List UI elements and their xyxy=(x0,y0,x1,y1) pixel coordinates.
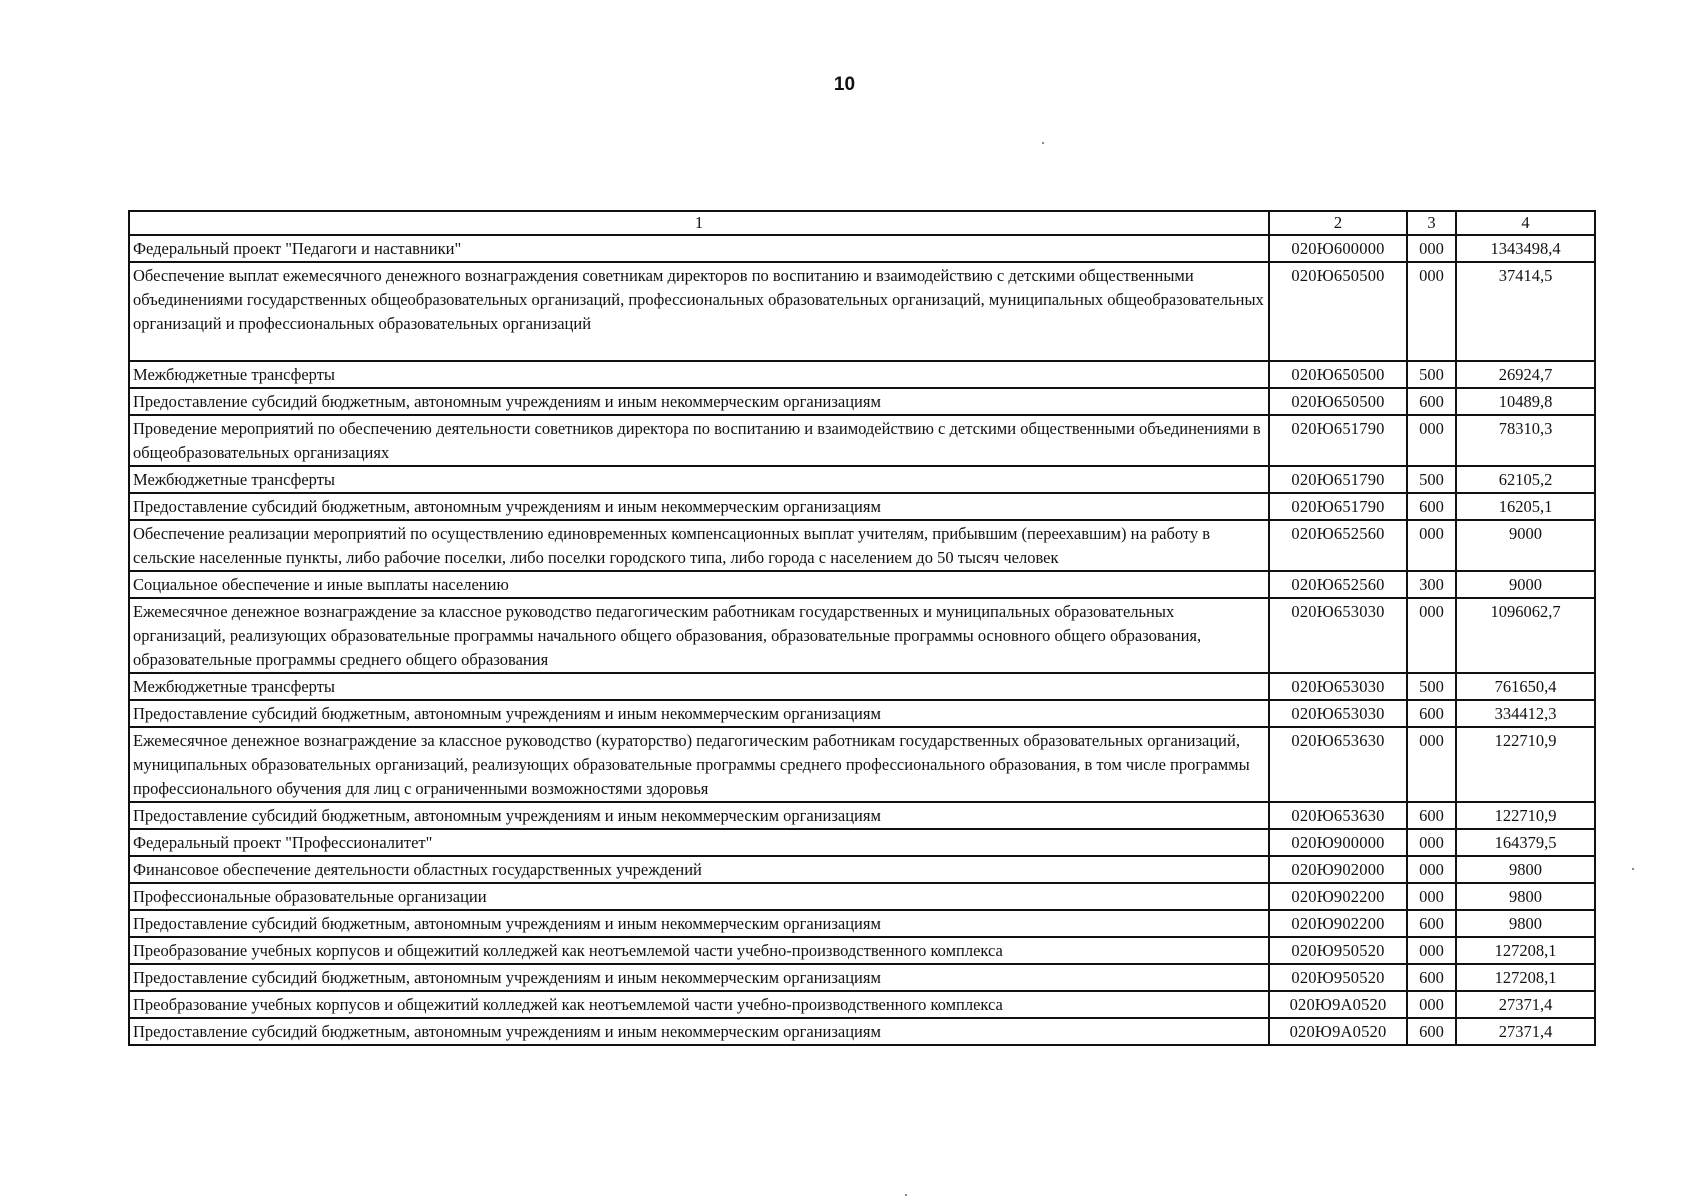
row-code: 020Ю652560 xyxy=(1269,520,1407,571)
row-type: 300 xyxy=(1407,571,1456,598)
row-sum: 1096062,7 xyxy=(1456,598,1595,673)
row-sum: 16205,1 xyxy=(1456,493,1595,520)
row-type: 000 xyxy=(1407,598,1456,673)
table-row xyxy=(129,700,1595,727)
row-name: Проведение мероприятий по обеспечению деятельности советников директора по воспитанию и взаимодействию с детскими общественными объединениями в общеобразовательных организациях xyxy=(129,415,1269,466)
budget-table xyxy=(128,210,1596,1046)
row-type: 000 xyxy=(1407,727,1456,802)
table-row xyxy=(129,262,1595,361)
row-code: 020Ю651790 xyxy=(1269,415,1407,466)
row-type: 600 xyxy=(1407,910,1456,937)
row-type: 000 xyxy=(1407,520,1456,571)
row-name: Ежемесячное денежное вознаграждение за классное руководство (кураторство) педагогическим работникам государственных образовательных организаций, муниципальных образовательных организаций, реализующих образовательные программы среднего профессионального образования, в том числе программы профессионального обучения для лиц с ограниченными возможностями здоровья xyxy=(129,727,1269,802)
table-row xyxy=(129,991,1595,1018)
row-name: Обеспечение реализации мероприятий по осуществлению единовременных компенсационных выплат учителям, прибывшим (переехавшим) на работу в сельские населенные пункты, либо рабочие поселки, либо поселки городского типа, либо города с населением до 50 тысяч человек xyxy=(129,520,1269,571)
table-row xyxy=(129,727,1595,802)
row-sum: 122710,9 xyxy=(1456,727,1595,802)
table-row xyxy=(129,466,1595,493)
row-sum: 9800 xyxy=(1456,883,1595,910)
row-sum: 164379,5 xyxy=(1456,829,1595,856)
row-code: 020Ю651790 xyxy=(1269,493,1407,520)
row-name: Предоставление субсидий бюджетным, автономным учреждениям и иным некоммерческим организациям xyxy=(129,910,1269,937)
row-code: 020Ю600000 xyxy=(1269,235,1407,262)
row-sum: 27371,4 xyxy=(1456,991,1595,1018)
row-name: Предоставление субсидий бюджетным, автономным учреждениям и иным некоммерческим организациям xyxy=(129,1018,1269,1045)
row-code: 020Ю650500 xyxy=(1269,388,1407,415)
row-name: Обеспечение выплат ежемесячного денежного вознаграждения советникам директоров по воспитанию и взаимодействию с детскими общественными объединениями государственных общеобразовательных организаций, профессиональных образовательных организаций, муниципальных общеобразовательных организаций и профессиональных образовательных организаций xyxy=(129,262,1269,361)
table-row xyxy=(129,673,1595,700)
row-name: Предоставление субсидий бюджетным, автономным учреждениям и иным некоммерческим организациям xyxy=(129,802,1269,829)
row-name: Ежемесячное денежное вознаграждение за классное руководство педагогическим работникам государственных и муниципальных образовательных организаций, реализующих образовательные программы начального общего образования, образовательные программы основного общего образования, образовательные программы среднего общего образования xyxy=(129,598,1269,673)
row-name: Межбюджетные трансферты xyxy=(129,673,1269,700)
row-code: 020Ю653630 xyxy=(1269,802,1407,829)
row-sum: 37414,5 xyxy=(1456,262,1595,361)
scan-speck xyxy=(1042,142,1044,144)
table-row xyxy=(129,937,1595,964)
row-type: 600 xyxy=(1407,388,1456,415)
row-type: 500 xyxy=(1407,466,1456,493)
row-code: 020Ю650500 xyxy=(1269,361,1407,388)
row-type: 500 xyxy=(1407,361,1456,388)
column-header-sum: 4 xyxy=(1456,211,1595,235)
row-sum: 334412,3 xyxy=(1456,700,1595,727)
table-row xyxy=(129,910,1595,937)
row-sum: 62105,2 xyxy=(1456,466,1595,493)
row-type: 000 xyxy=(1407,883,1456,910)
row-name: Предоставление субсидий бюджетным, автономным учреждениям и иным некоммерческим организациям xyxy=(129,964,1269,991)
page-number: 10 xyxy=(833,74,856,95)
column-header-type: 3 xyxy=(1407,211,1456,235)
table-row xyxy=(129,571,1595,598)
table-row xyxy=(129,883,1595,910)
row-code: 020Ю653030 xyxy=(1269,700,1407,727)
row-name: Межбюджетные трансферты xyxy=(129,361,1269,388)
row-sum: 122710,9 xyxy=(1456,802,1595,829)
row-code: 020Ю653030 xyxy=(1269,598,1407,673)
table-row xyxy=(129,1018,1595,1045)
row-name: Профессиональные образовательные организации xyxy=(129,883,1269,910)
row-name: Преобразование учебных корпусов и общежитий колледжей как неотъемлемой части учебно-производственного комплекса xyxy=(129,991,1269,1018)
row-type: 600 xyxy=(1407,493,1456,520)
row-sum: 27371,4 xyxy=(1456,1018,1595,1045)
table-row xyxy=(129,856,1595,883)
row-sum: 127208,1 xyxy=(1456,937,1595,964)
row-name: Федеральный проект "Профессионалитет" xyxy=(129,829,1269,856)
row-sum: 1343498,4 xyxy=(1456,235,1595,262)
row-code: 020Ю950520 xyxy=(1269,964,1407,991)
row-name: Федеральный проект "Педагоги и наставники" xyxy=(129,235,1269,262)
row-name: Межбюджетные трансферты xyxy=(129,466,1269,493)
table-row xyxy=(129,388,1595,415)
table-row xyxy=(129,598,1595,673)
row-type: 000 xyxy=(1407,829,1456,856)
row-code: 020Ю651790 xyxy=(1269,466,1407,493)
column-header-code: 2 xyxy=(1269,211,1407,235)
row-type: 000 xyxy=(1407,415,1456,466)
row-code: 020Ю652560 xyxy=(1269,571,1407,598)
row-code: 020Ю9А0520 xyxy=(1269,991,1407,1018)
scan-speck xyxy=(1632,868,1634,870)
row-sum: 78310,3 xyxy=(1456,415,1595,466)
row-sum: 9000 xyxy=(1456,520,1595,571)
row-code: 020Ю653030 xyxy=(1269,673,1407,700)
table-row xyxy=(129,235,1595,262)
row-sum: 761650,4 xyxy=(1456,673,1595,700)
row-sum: 26924,7 xyxy=(1456,361,1595,388)
row-type: 000 xyxy=(1407,991,1456,1018)
row-type: 000 xyxy=(1407,937,1456,964)
row-code: 020Ю653630 xyxy=(1269,727,1407,802)
row-name: Предоставление субсидий бюджетным, автономным учреждениям и иным некоммерческим организациям xyxy=(129,388,1269,415)
row-code: 020Ю950520 xyxy=(1269,937,1407,964)
row-name: Финансовое обеспечение деятельности областных государственных учреждений xyxy=(129,856,1269,883)
row-type: 600 xyxy=(1407,1018,1456,1045)
row-name: Преобразование учебных корпусов и общежитий колледжей как неотъемлемой части учебно-производственного комплекса xyxy=(129,937,1269,964)
table-row xyxy=(129,520,1595,571)
row-type: 000 xyxy=(1407,856,1456,883)
row-sum: 10489,8 xyxy=(1456,388,1595,415)
row-code: 020Ю900000 xyxy=(1269,829,1407,856)
table-row xyxy=(129,802,1595,829)
row-name: Предоставление субсидий бюджетным, автономным учреждениям и иным некоммерческим организациям xyxy=(129,493,1269,520)
row-type: 000 xyxy=(1407,262,1456,361)
row-type: 500 xyxy=(1407,673,1456,700)
table-row xyxy=(129,964,1595,991)
row-code: 020Ю9А0520 xyxy=(1269,1018,1407,1045)
row-type: 000 xyxy=(1407,235,1456,262)
table-row xyxy=(129,493,1595,520)
table-header-row xyxy=(129,211,1595,235)
row-code: 020Ю902000 xyxy=(1269,856,1407,883)
row-code: 020Ю650500 xyxy=(1269,262,1407,361)
column-header-name: 1 xyxy=(129,211,1269,235)
table-row xyxy=(129,361,1595,388)
row-sum: 9000 xyxy=(1456,571,1595,598)
row-sum: 9800 xyxy=(1456,910,1595,937)
row-code: 020Ю902200 xyxy=(1269,883,1407,910)
row-name: Социальное обеспечение и иные выплаты населению xyxy=(129,571,1269,598)
row-type: 600 xyxy=(1407,700,1456,727)
row-type: 600 xyxy=(1407,964,1456,991)
table-row xyxy=(129,415,1595,466)
row-code: 020Ю902200 xyxy=(1269,910,1407,937)
table-row xyxy=(129,829,1595,856)
row-sum: 9800 xyxy=(1456,856,1595,883)
row-sum: 127208,1 xyxy=(1456,964,1595,991)
row-type: 600 xyxy=(1407,802,1456,829)
scan-speck xyxy=(905,1194,907,1196)
row-name: Предоставление субсидий бюджетным, автономным учреждениям и иным некоммерческим организациям xyxy=(129,700,1269,727)
